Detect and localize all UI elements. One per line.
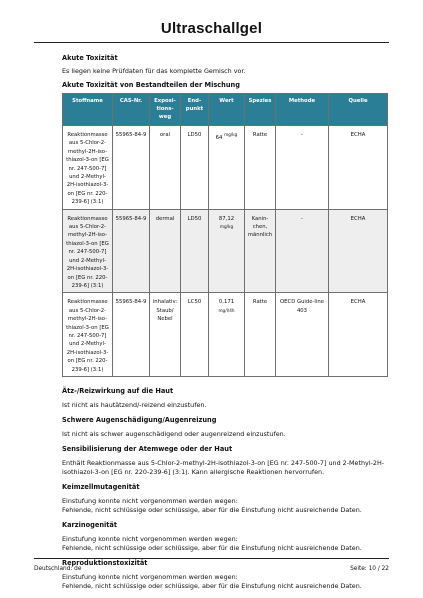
cell-species: Ratte — [245, 126, 276, 210]
section-text-repro-line2: Fehlende, nicht schlüssige oder schlüssige, aber für die Einstufung nicht ausreichende Daten. — [62, 581, 362, 590]
cell-value — [209, 293, 245, 377]
value-number: 87,12 — [218, 215, 235, 222]
cell-value — [209, 209, 245, 293]
col-header-endpoint: End-punkt — [181, 94, 209, 126]
cell-endpoint: LC50 — [181, 293, 209, 377]
value-number: 0,171 — [218, 299, 235, 306]
cell-source: ECHA — [329, 209, 388, 293]
section-text-germ-line1: Einstufung konnte nicht vorgenommen werden wegen: — [62, 496, 238, 505]
section-heading-carc: Karzinogenität — [62, 520, 118, 529]
cell-substance: Reaktionmasse aus 5-Chlor-2-methyl-2H-iso-thiazol-3-on [EG nr. 247-500-7] und 2-Methyl-2H-isothiazol-3-on [EG nr. 220-239-6] (3:1) — [63, 126, 113, 210]
col-header-species: Spezies — [245, 94, 276, 126]
section-text-repro-line1: Einstufung konnte nicht vorgenommen werden wegen: — [62, 572, 238, 581]
cell-value — [209, 126, 245, 210]
cell-method: OECD Guide-line 403 — [276, 293, 329, 377]
footer-rule — [34, 558, 389, 559]
section-text-eye: Ist nicht als schwer augenschädigend oder augenreizend einzustufen. — [62, 429, 286, 438]
cell-endpoint: LD50 — [181, 126, 209, 210]
section-text-sensitization: Enthält Reaktionmasse aus 5-Chlor-2-methyl-2H-isothiazol-3-on [EG nr. 247-500-7] und 2-Methyl-2H-isothiazol-3-on [EG nr. 220-239-6] (3:1). Kann allergische Reaktionen hervorrufen. — [62, 458, 385, 476]
col-header-route: Exposi-tions-weg — [150, 94, 181, 126]
cell-cas: 55965-84-9 — [113, 126, 150, 210]
cell-species: Kanin-chen, männlich — [245, 209, 276, 293]
footer-country: Deutschland: de — [34, 566, 82, 572]
table-row — [63, 209, 388, 293]
section-heading-eye: Schwere Augenschädigung/Augenreizung — [62, 415, 217, 424]
section-heading-repro: Reproduktionstoxizität — [62, 558, 148, 567]
section-heading-skin: Ätz-/Reizwirkung auf die Haut — [62, 386, 174, 395]
cell-source: ECHA — [329, 293, 388, 377]
section-text-carc-line2: Fehlende, nicht schlüssige oder schlüssige, aber für die Einstufung nicht ausreichende Daten. — [62, 543, 362, 552]
cell-substance: Reaktionmasse aus 5-Chlor-2-methyl-2H-iso-thiazol-3-on [EG nr. 247-500-7] und 2-Methyl-2H-isothiazol-3-on [EG nr. 220-239-6] (3:1) — [63, 293, 113, 377]
main-content — [62, 54, 390, 591]
header-rule — [34, 42, 389, 43]
col-header-source: Quelle — [329, 94, 388, 126]
section-heading-acute: Akute Toxizität — [62, 54, 118, 62]
cell-endpoint: LD50 — [181, 209, 209, 293]
section-heading-sensitization: Sensibilisierung der Atemwege oder der Haut — [62, 444, 233, 453]
section-text-acute: Es liegen keine Prüfdaten für das komplette Gemisch vor. — [62, 67, 246, 75]
col-header-cas: CAS-Nr. — [113, 94, 150, 126]
cell-cas: 55965-84-9 — [113, 293, 150, 377]
table-header-row — [63, 94, 388, 126]
col-header-value: Wert — [209, 94, 245, 126]
table-row — [63, 126, 388, 210]
section-heading-acute-components: Akute Toxizität von Bestandteilen der Mischung — [62, 81, 240, 89]
section-text-germ-line2: Fehlende, nicht schlüssige oder schlüssige, aber für die Einstufung nicht ausreichende Daten. — [62, 505, 362, 514]
section-heading-germ: Keimzellmutagenität — [62, 482, 140, 491]
section-text-skin: Ist nicht als hautätzend/-reizend einzustufen. — [62, 400, 207, 409]
cell-species: Ratte — [245, 293, 276, 377]
col-header-substance: Stoffname — [63, 94, 113, 126]
cell-method: - — [276, 209, 329, 293]
cell-cas: 55965-84-9 — [113, 209, 150, 293]
cell-method: - — [276, 126, 329, 210]
cell-route: dermal — [150, 209, 181, 293]
cell-route: oral — [150, 126, 181, 210]
page-title: Ultraschallgel — [160, 20, 263, 37]
value-unit: mg/kg — [219, 224, 234, 230]
col-header-method: Methode — [276, 94, 329, 126]
value-unit: mg/l/4h — [218, 307, 235, 313]
value-unit: mg/kg — [224, 132, 238, 137]
value-number: 64 — [215, 134, 223, 141]
cell-substance: Reaktionmasse aus 5-Chlor-2-methyl-2H-iso-thiazol-3-on [EG nr. 247-500-7] und 2-Methyl-2H-isothiazol-3-on [EG nr. 220-239-6] (3:1) — [63, 209, 113, 293]
cell-source: ECHA — [329, 126, 388, 210]
toxicity-table — [62, 93, 388, 377]
page-number: Seite: 10 / 22 — [350, 566, 389, 572]
table-row — [63, 293, 388, 377]
cell-route: inhalativ: Staub/ Nebel — [150, 293, 181, 377]
section-text-carc-line1: Einstufung konnte nicht vorgenommen werden wegen: — [62, 534, 238, 543]
